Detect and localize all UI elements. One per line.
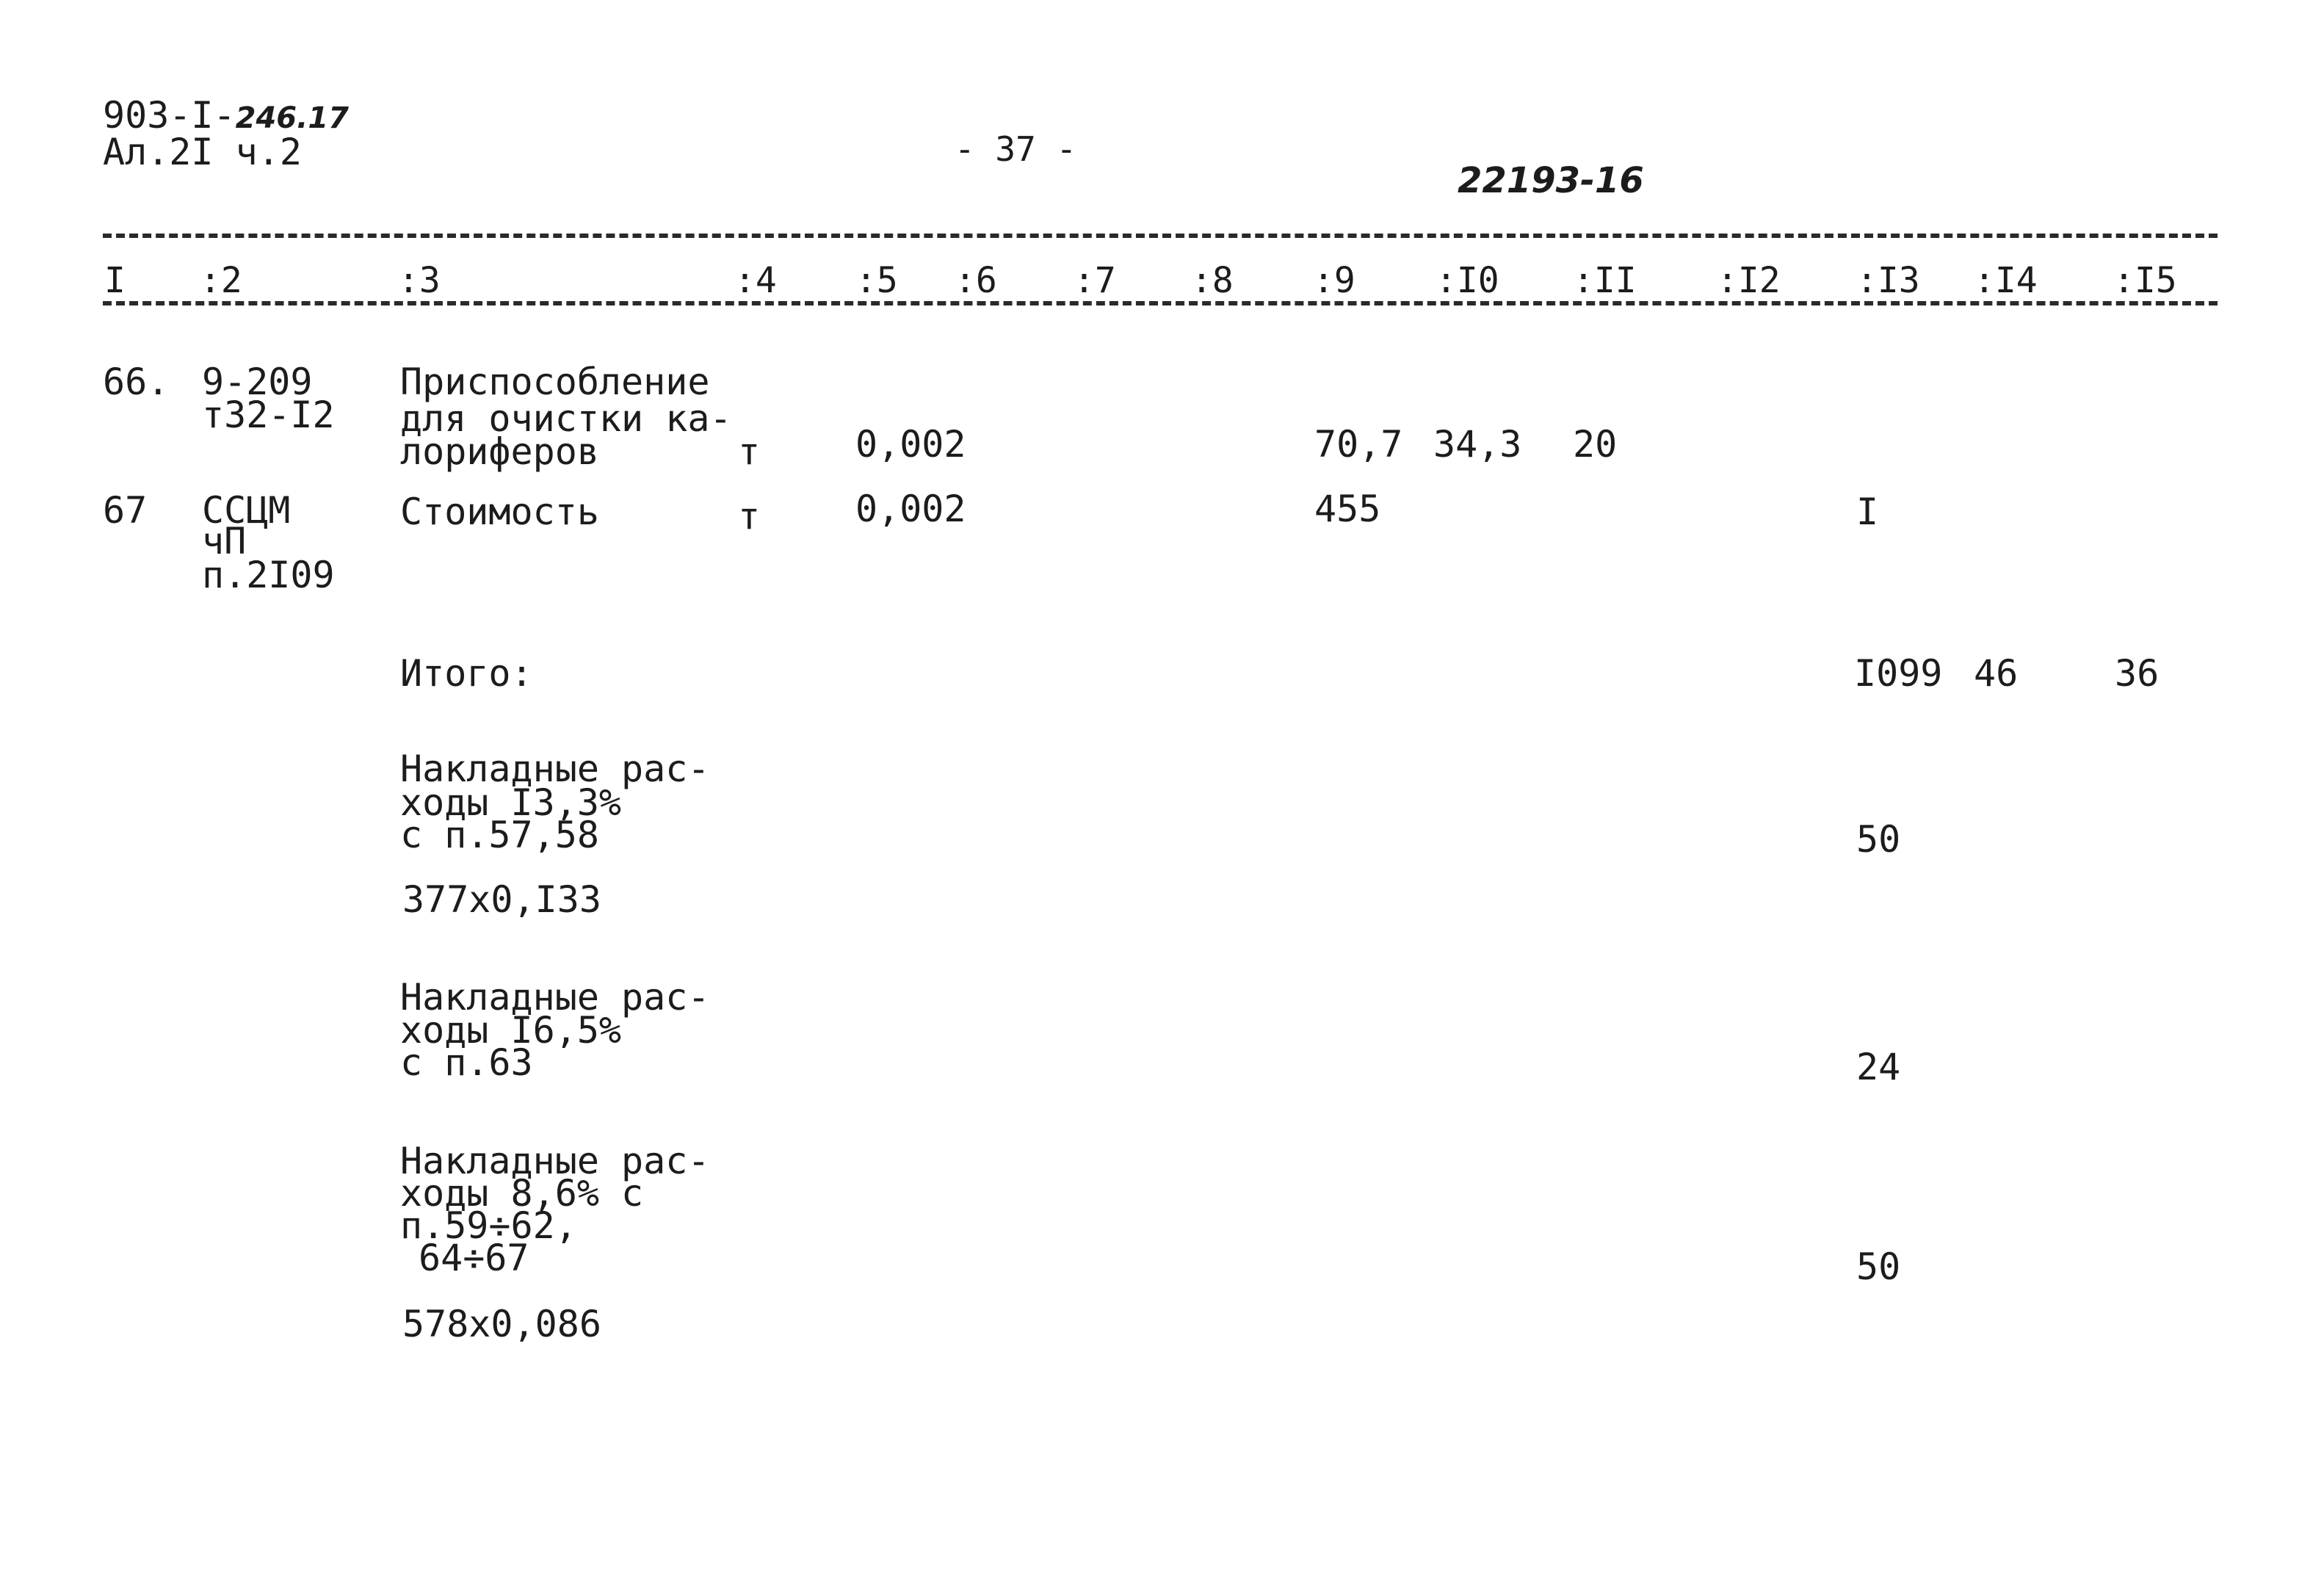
column-header-14: :I4 <box>1974 260 2038 301</box>
document-code <box>103 94 349 137</box>
overhead-3-line-2: ходы 8,6% с <box>400 1172 644 1215</box>
column-header-9: :9 <box>1313 260 1355 301</box>
column-header-8: :8 <box>1191 260 1234 301</box>
row-66-number: 66. <box>103 361 170 403</box>
column-header-3: :3 <box>398 260 441 301</box>
overhead-1-col-13: 50 <box>1856 818 1901 861</box>
overhead-1-calculation: 377х0,I33 <box>402 878 601 921</box>
header-top-rule <box>103 234 2218 238</box>
overhead-2-line-1: Накладные рас- <box>400 976 710 1019</box>
row-66-unit: т <box>738 430 761 473</box>
overhead-1-line-3: с п.57,58 <box>400 814 599 856</box>
inventory-stamp: 22193-16 <box>1458 160 1644 201</box>
column-header-5: :5 <box>855 260 898 301</box>
column-header-6: :6 <box>955 260 997 301</box>
overhead-3-calculation: 578х0,086 <box>402 1303 601 1345</box>
overhead-3-line-4: 64÷67 <box>419 1237 529 1279</box>
row-66-name-2: для очистки ка- <box>400 397 732 440</box>
row-67-quantity: 0,002 <box>855 488 966 530</box>
row-66-col-9: 70,7 <box>1314 423 1403 466</box>
row-67-code-1: ССЦМ <box>202 489 291 532</box>
row-67-unit: т <box>738 495 761 538</box>
total-col-15: 36 <box>2115 652 2160 695</box>
column-header-10: :I0 <box>1436 260 1499 301</box>
row-66-quantity: 0,002 <box>855 423 966 466</box>
total-col-14: 46 <box>1974 652 2019 695</box>
row-67-col-13: I <box>1856 491 1879 533</box>
column-header-13: :I3 <box>1856 260 1920 301</box>
overhead-3-line-3: п.59÷62, <box>400 1204 577 1247</box>
page-number: - 37 - <box>955 129 1077 169</box>
column-header-4: :4 <box>734 260 777 301</box>
overhead-1-line-1: Накладные рас- <box>400 748 710 790</box>
overhead-3-line-1: Накладные рас- <box>400 1140 710 1182</box>
column-header-12: :I2 <box>1717 260 1781 301</box>
column-header-2: :2 <box>200 260 242 301</box>
overhead-2-line-3: с п.63 <box>400 1041 533 1084</box>
row-66-name-3: лориферов <box>400 430 599 473</box>
document-code-prefix: 903-I- <box>103 94 236 137</box>
overhead-1-line-2: ходы I3,3% <box>400 781 622 824</box>
row-66-name-1: Приспособление <box>400 361 710 403</box>
row-67-code-3: п.2I09 <box>202 554 335 596</box>
row-67-name: Стоимость <box>400 491 599 533</box>
column-header-1: I <box>104 260 126 301</box>
row-66-code-1: 9-209 <box>202 361 313 403</box>
column-header-7: :7 <box>1074 260 1116 301</box>
overhead-3-col-13: 50 <box>1856 1245 1901 1288</box>
document-code-handwritten: 246.17 <box>235 101 349 135</box>
album-reference: Ал.2I ч.2 <box>103 131 302 173</box>
row-67-col-9: 455 <box>1314 488 1381 530</box>
column-header-11: :II <box>1573 260 1637 301</box>
total-col-13: I099 <box>1854 652 1943 695</box>
row-67-code-2: чП <box>202 520 247 563</box>
header-bottom-rule <box>103 301 2218 305</box>
total-label: Итого: <box>400 652 533 695</box>
row-67-number: 67 <box>103 489 148 532</box>
column-header-15: :I5 <box>2113 260 2177 301</box>
row-66-code-2: т32-I2 <box>202 394 335 436</box>
row-66-col-10: 34,3 <box>1433 423 1522 466</box>
overhead-2-line-2: ходы I6,5% <box>400 1009 622 1052</box>
overhead-2-col-13: 24 <box>1856 1046 1901 1088</box>
row-66-col-11: 20 <box>1573 423 1618 466</box>
